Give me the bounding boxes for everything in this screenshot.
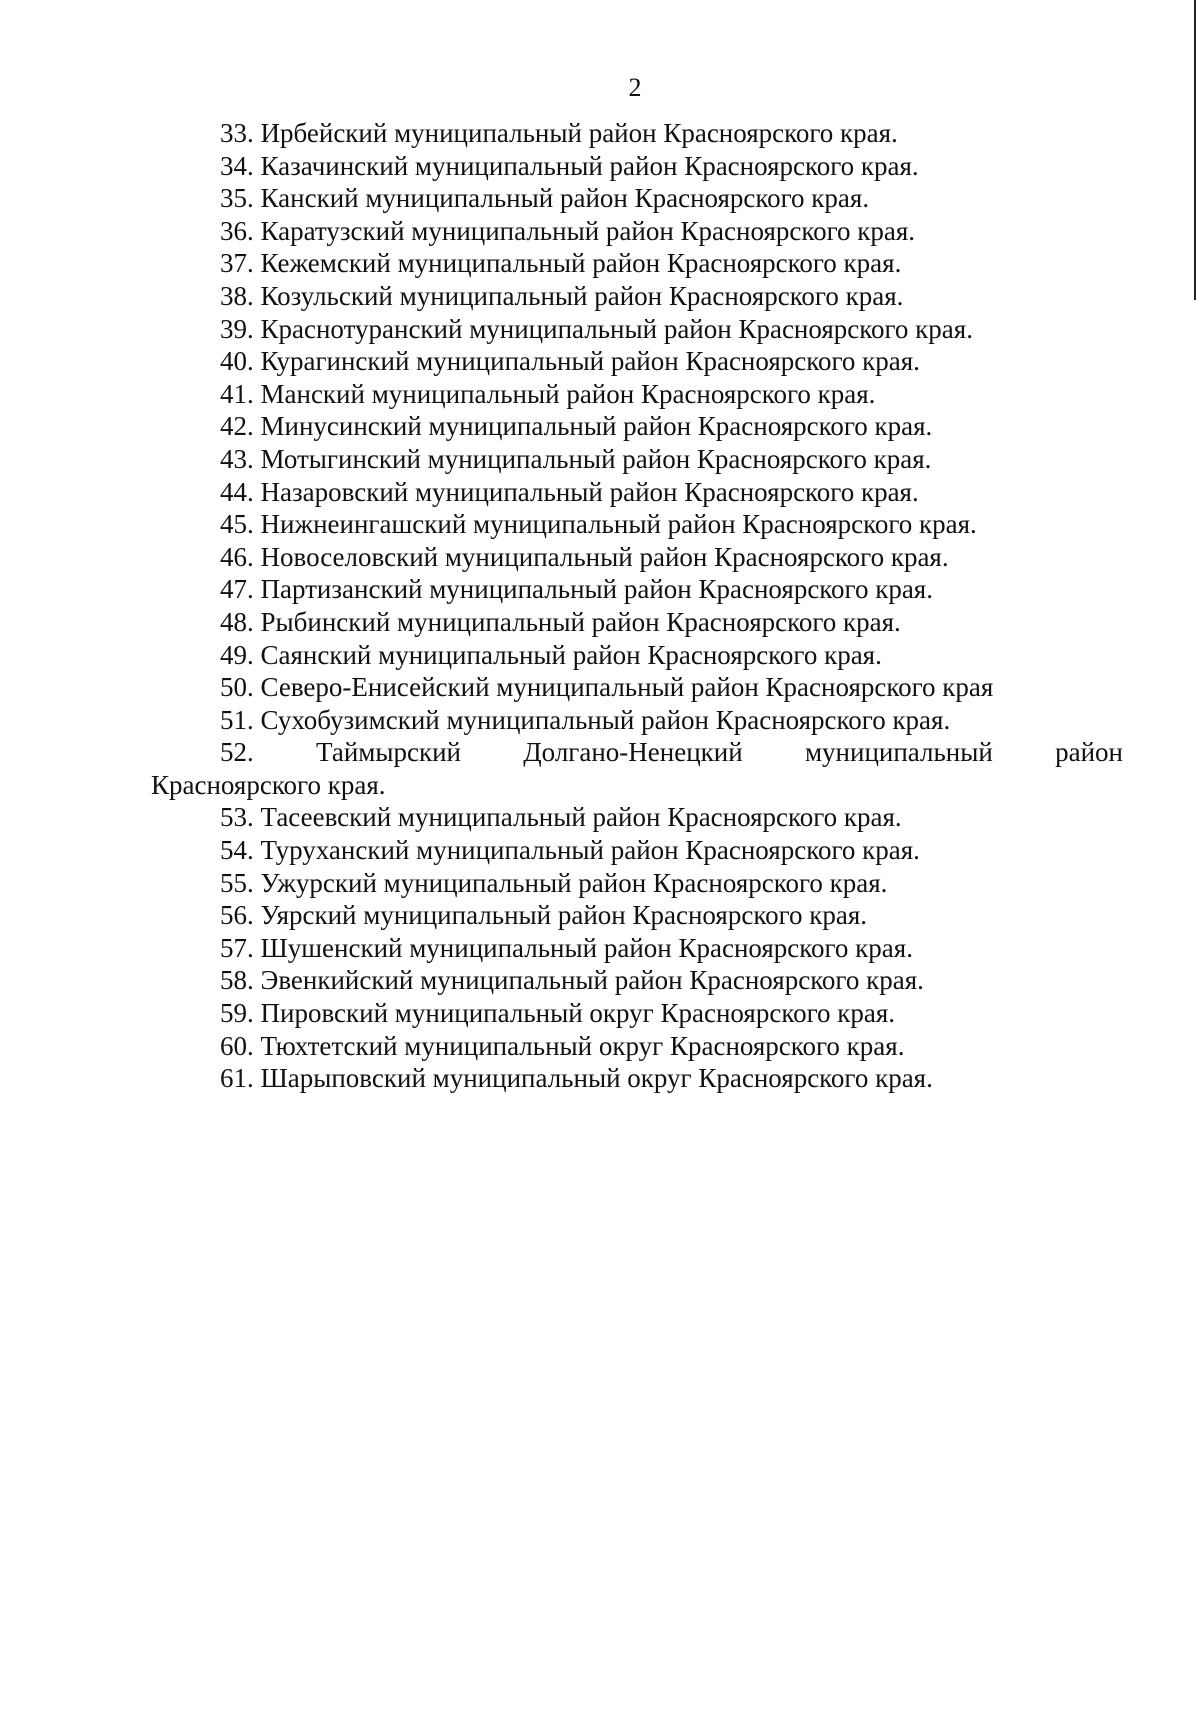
list-item: 41. Манский муниципальный район Красноярского края. (220, 378, 876, 409)
list-item-52 (151, 736, 1123, 801)
scan-edge-line (1194, 0, 1196, 300)
list-item-52-word: Таймырский (316, 737, 461, 768)
list-item: 58. Эвенкийский муниципальный район Красноярского края. (220, 965, 924, 996)
list-item: 36. Каратузский муниципальный район Красноярского края. (220, 215, 916, 246)
list-item: 57. Шушенский муниципальный район Красноярского края. (220, 932, 913, 963)
list-item: 53. Тасеевский муниципальный район Красноярского края. (220, 802, 902, 833)
list-item: 42. Минусинский муниципальный район Красноярского края. (220, 411, 933, 442)
list-item-52-word: Долгано-Ненецкий (523, 737, 743, 768)
list-item: 38. Козульский муниципальный район Красноярского края. (220, 280, 904, 311)
list-item: 39. Краснотуранский муниципальный район Красноярского края. (220, 313, 973, 344)
list-item: 45. Нижнеингашский муниципальный район Красноярского края. (220, 509, 977, 540)
list-item: 49. Саянский муниципальный район Красноярского края. (220, 639, 882, 670)
list-item: 35. Канский муниципальный район Красноярского края. (220, 183, 870, 214)
page-number: 2 (628, 73, 642, 102)
list-item-52-first-line (151, 736, 1123, 769)
list-item-52-word: муниципальный (804, 737, 993, 768)
list-item: 55. Ужурский муниципальный район Красноярского края. (220, 867, 888, 898)
list-item: 59. Пировский муниципальный округ Красноярского края. (220, 998, 895, 1029)
list-item-52-word: район (1055, 737, 1123, 768)
list-item: 47. Партизанский муниципальный район Красноярского края. (220, 574, 933, 605)
list-item: 46. Новоселовский муниципальный район Красноярского края. (220, 541, 949, 572)
list-item: 50. Северо-Енисейский муниципальный район Красноярского края (220, 672, 994, 703)
list-item: 48. Рыбинский муниципальный район Красноярского края. (220, 606, 901, 637)
list-item: 43. Мотыгинский муниципальный район Красноярского края. (220, 443, 932, 474)
list-item: 54. Туруханский муниципальный район Красноярского края. (220, 835, 920, 866)
municipality-list (151, 117, 1123, 1095)
list-item-52-number: 52. (220, 737, 254, 768)
list-item: 61. Шарыповский муниципальный округ Красноярского края. (220, 1063, 933, 1094)
list-item: 56. Уярский муниципальный район Красноярского края. (220, 900, 867, 931)
list-item: 33. Ирбейский муниципальный район Красноярского края. (220, 118, 898, 148)
list-item: 44. Назаровский муниципальный район Красноярского края. (220, 476, 919, 507)
list-item: 37. Кежемский муниципальный район Красноярского края. (220, 248, 902, 279)
list-item: 34. Казачинский муниципальный район Красноярского края. (220, 150, 919, 181)
list-item-52-continuation: Красноярского края. (151, 769, 386, 800)
list-item: 51. Сухобузимский муниципальный район Красноярского края. (220, 704, 951, 735)
list-item: 60. Тюхтетский муниципальный округ Красноярского края. (220, 1030, 905, 1061)
list-item: 40. Курагинский муниципальный район Красноярского края. (220, 346, 920, 377)
